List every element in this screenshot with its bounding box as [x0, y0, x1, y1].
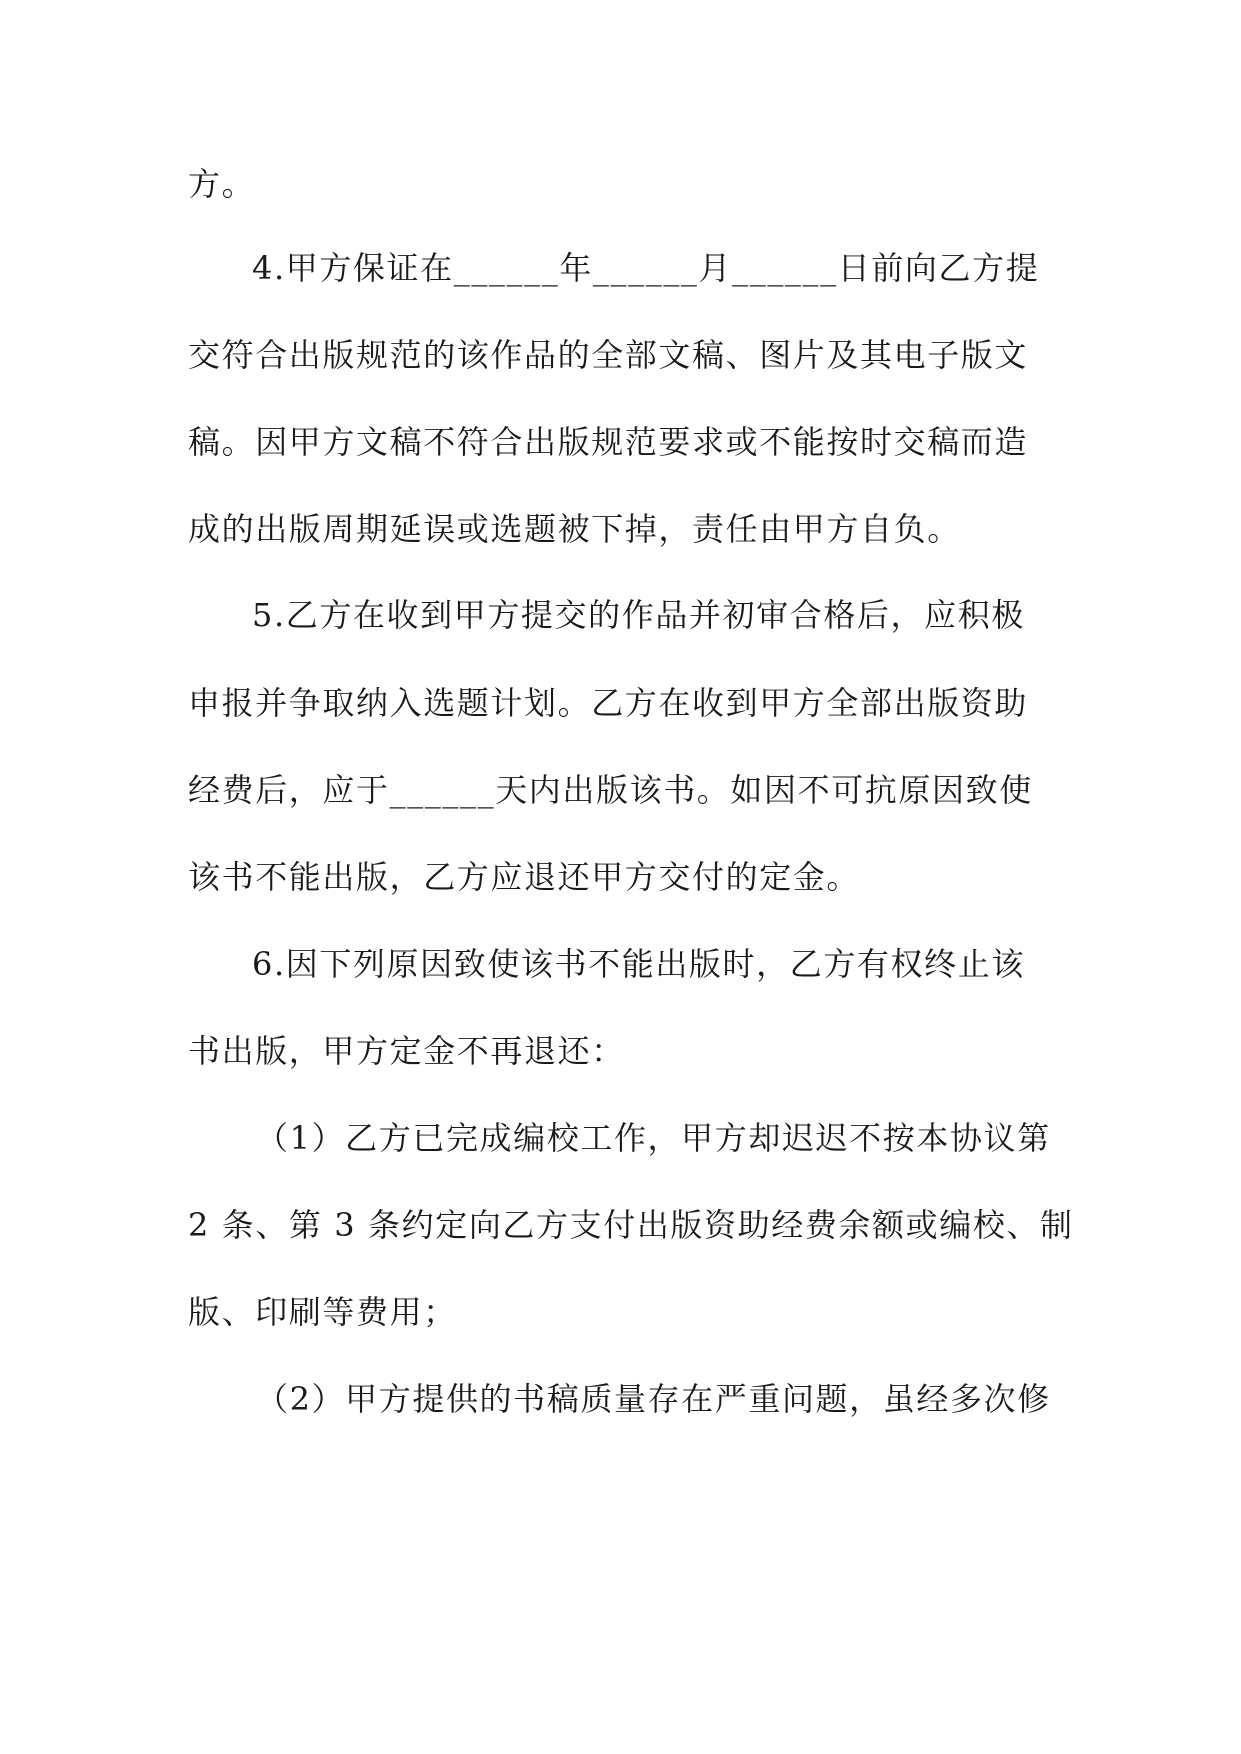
- text-line: 交符合出版规范的该作品的全部文稿、图片及其电子版文: [188, 336, 1029, 374]
- text-line: 书出版，甲方定金不再退还：: [188, 1032, 625, 1070]
- item-2-line: （2）甲方提供的书稿质量存在严重问题，虽经多次修: [256, 1380, 1051, 1418]
- text-line: 稿。因甲方文稿不符合出版规范要求或不能按时交稿而造: [188, 423, 1029, 461]
- text-line: 2 条、第 3 条约定向乙方支付出版资助经费余额或编校、制: [188, 1206, 1074, 1244]
- text-line: 成的出版周期延误或选题被下掉，责任由甲方自负。: [188, 510, 961, 548]
- clause-6-line: 6.因下列原因致使该书不能出版时，乙方有权终止该: [252, 945, 1025, 983]
- text-line: 经费后，应于______天内出版该书。如因不可抗原因致使: [188, 771, 1033, 809]
- clause-5-line: 5.乙方在收到甲方提交的作品并初审合格后，应积极: [252, 596, 1025, 634]
- item-1-line: （1）乙方已完成编校工作，甲方却迟迟不按本协议第: [256, 1119, 1051, 1157]
- text-line: 版、印刷等费用；: [188, 1293, 457, 1331]
- text-line: 方。: [188, 165, 256, 203]
- text-line: 申报并争取纳入选题计划。乙方在收到甲方全部出版资助: [188, 684, 1029, 722]
- text-line: 该书不能出版，乙方应退还甲方交付的定金。: [188, 858, 861, 896]
- clause-4-line: 4.甲方保证在______年______月______日前向乙方提: [252, 249, 1040, 287]
